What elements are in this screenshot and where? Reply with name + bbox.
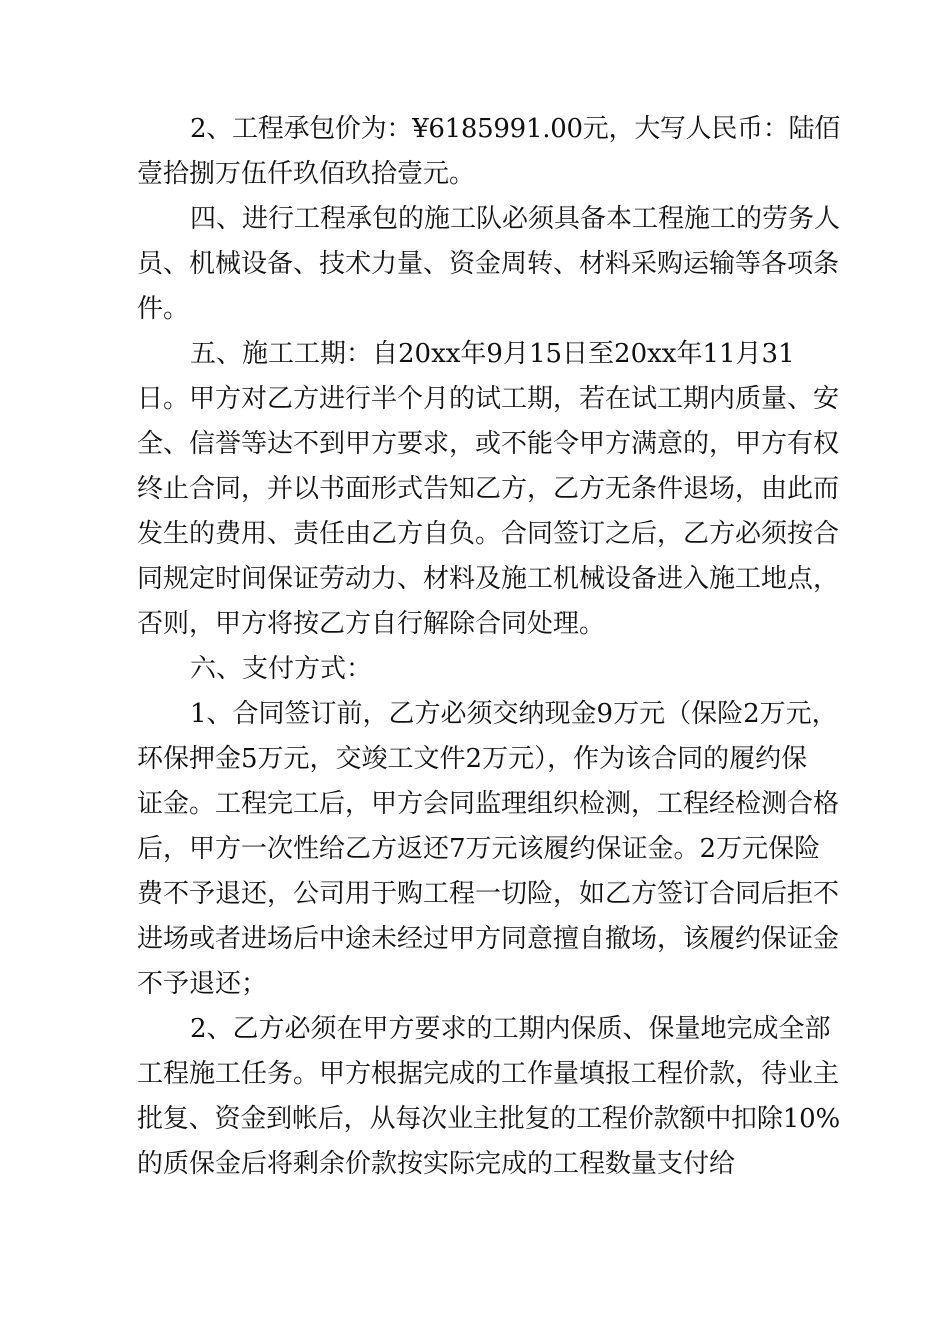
text-line: 同规定时间保证劳动力、材料及施工机械设备进入施工地点， [137, 564, 840, 594]
text-line: 件。 [137, 294, 190, 324]
text-line: 不予退还； [137, 969, 268, 999]
text-line: 员、机械设备、技术力量、资金周转、材料采购运输等各项条 [137, 249, 840, 279]
text-line: 终止合同，并以书面形式告知乙方，乙方无条件退场，由此而 [137, 474, 840, 504]
text-line: 五、施工工期：自20xx年9月15日至20xx年11月31 [190, 339, 795, 369]
text-line: 全、信誉等达不到甲方要求，或不能令甲方满意的，甲方有权 [137, 429, 840, 459]
text-line: 后，甲方一次性给乙方返还7万元该履约保证金。2万元保险 [137, 834, 821, 864]
text-line: 2、工程承包价为：¥6185991.00元，大写人民币：陆佰 [190, 114, 840, 144]
text-line: 六、支付方式： [190, 654, 373, 684]
text-line: 发生的费用、责任由乙方自负。合同签订之后，乙方必须按合 [137, 519, 840, 549]
text-line: 的质保金后将剩余价款按实际完成的工程数量支付给 [137, 1149, 736, 1179]
text-line: 工程施工任务。甲方根据完成的工作量填报工程价款，待业主 [137, 1059, 840, 1089]
text-line: 批复、资金到帐后，从每次业主批复的工程价款额中扣除10% [137, 1104, 840, 1134]
text-line: 日。甲方对乙方进行半个月的试工期，若在试工期内质量、安 [137, 384, 840, 414]
text-line: 证金。工程完工后，甲方会同监理组织检测，工程经检测合格 [137, 789, 840, 819]
text-line: 四、进行工程承包的施工队必须具备本工程施工的劳务人 [190, 204, 840, 234]
text-line: 壹拾捌万伍仟玖佰玖拾壹元。 [137, 159, 476, 189]
text-line: 否则，甲方将按乙方自行解除合同处理。 [137, 609, 606, 639]
text-line: 费不予退还，公司用于购工程一切险，如乙方签订合同后拒不 [137, 879, 840, 909]
text-line: 1、合同签订前，乙方必须交纳现金9万元（保险2万元， [190, 699, 838, 729]
text-line: 2、乙方必须在甲方要求的工期内保质、保量地完成全部 [190, 1014, 831, 1044]
text-line: 环保押金5万元，交竣工文件2万元），作为该合同的履约保 [137, 744, 808, 774]
text-line: 进场或者进场后中途未经过甲方同意擅自撤场，该履约保证金 [137, 924, 840, 954]
